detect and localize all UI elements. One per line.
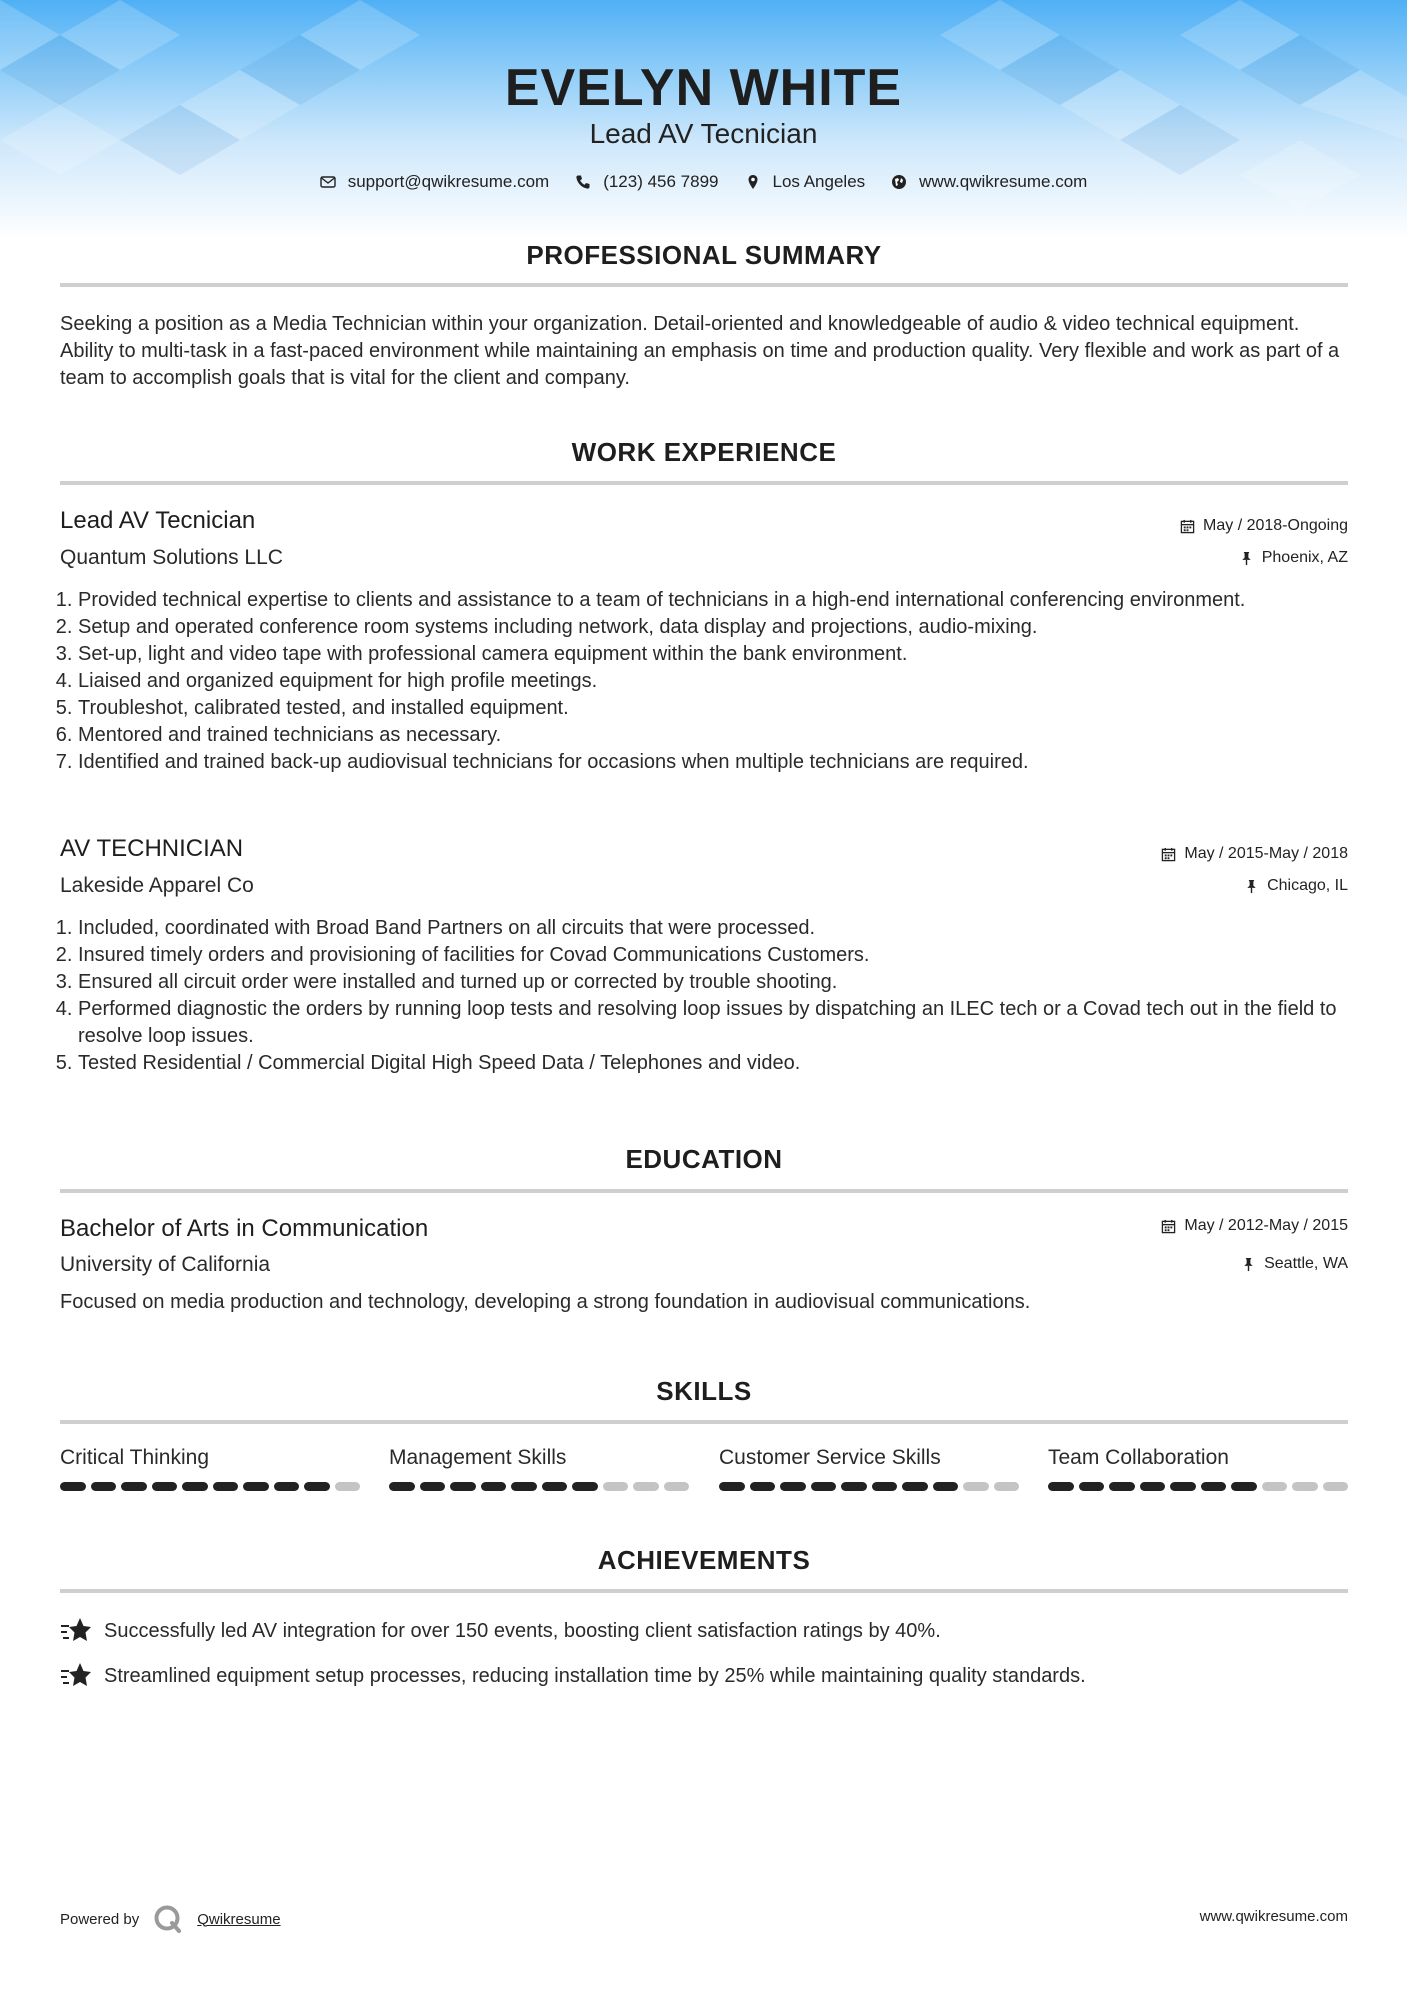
star-icon: [60, 1661, 92, 1691]
skill-segment-filled: [121, 1482, 147, 1491]
list-item: 5. Troubleshot, calibrated tested, and installed equipment.: [78, 695, 1368, 722]
section-title-work: WORK EXPERIENCE: [571, 437, 837, 467]
skill-segment-empty: [1262, 1482, 1288, 1491]
envelope-icon: [320, 174, 336, 190]
education-dates: [1161, 1217, 1348, 1235]
list-item: 3. Ensured all circuit order were installed and turned up or corrected by trouble shooting.: [78, 969, 1368, 996]
skill-segment-filled: [511, 1482, 537, 1491]
job-bullets: [60, 915, 1368, 1077]
skill-segment-empty: [1323, 1482, 1349, 1491]
powered-by-label: Powered by: [60, 1910, 140, 1928]
calendar-icon: [1161, 847, 1176, 862]
skill-segment-filled: [933, 1482, 959, 1491]
skill-segment-filled: [1140, 1482, 1166, 1491]
pushpin-icon: [1239, 551, 1254, 566]
pushpin-icon: [1244, 879, 1259, 894]
section-title-summary: PROFESSIONAL SUMMARY: [526, 240, 882, 270]
phone-text: (123) 456 7899: [603, 172, 719, 191]
skill-segment-filled: [719, 1482, 745, 1491]
skill-segment-filled: [780, 1482, 806, 1491]
achievement-item: [60, 1616, 1350, 1646]
section-divider: [60, 1189, 1348, 1193]
skill-name: Team Collaboration: [1048, 1446, 1229, 1469]
qwikresume-logo-icon: [153, 1904, 183, 1934]
education-dates-text: May / 2012-May / 2015: [1184, 1217, 1348, 1234]
job-location: [1244, 877, 1348, 895]
skill-segment-filled: [274, 1482, 300, 1491]
company-name: Quantum Solutions LLC: [60, 546, 283, 569]
globe-icon: [891, 174, 907, 190]
skill-segment-filled: [750, 1482, 776, 1491]
skill-segment-filled: [1170, 1482, 1196, 1491]
job-dates: [1161, 845, 1348, 863]
skill-segment-filled: [213, 1482, 239, 1491]
brand-link[interactable]: Qwikresume: [197, 1910, 281, 1928]
skill-segment-filled: [60, 1482, 86, 1491]
section-divider: [60, 283, 1348, 287]
skill-segment-empty: [633, 1482, 659, 1491]
list-item: 3. Set-up, light and video tape with professional camera equipment within the bank environment.: [78, 641, 1368, 668]
list-item: 1. Provided technical expertise to clients and assistance to a team of technicians in a high-end international conferencing environment.: [78, 587, 1368, 614]
list-item: 4. Liaised and organized equipment for high profile meetings.: [78, 668, 1368, 695]
section-title-achievements: ACHIEVEMENTS: [597, 1545, 811, 1575]
skill-segment-filled: [420, 1482, 446, 1491]
skill-segment-filled: [542, 1482, 568, 1491]
skill-segment-empty: [963, 1482, 989, 1491]
job-dates-text: May / 2015-May / 2018: [1184, 845, 1348, 862]
header-banner: [0, 0, 1407, 240]
job-bullets: [60, 587, 1368, 776]
job-dates: [1180, 517, 1348, 535]
skill-segment-filled: [389, 1482, 415, 1491]
skill-segment-empty: [603, 1482, 629, 1491]
skill-segment-filled: [243, 1482, 269, 1491]
list-item: 6. Mentored and trained technicians as necessary.: [78, 722, 1368, 749]
skill-segment-filled: [811, 1482, 837, 1491]
list-item: 4. Performed diagnostic the orders by running loop tests and resolving loop issues by dispatching an ILEC tech or a Covad tech out in the field to resolve loop issues.: [78, 996, 1368, 1050]
skill-segment-empty: [994, 1482, 1020, 1491]
list-item: 1. Included, coordinated with Broad Band Partners on all circuits that were processed.: [78, 915, 1368, 942]
education-location-text: Seattle, WA: [1264, 1255, 1348, 1272]
skill-segment-filled: [1201, 1482, 1227, 1491]
skill-segment-filled: [481, 1482, 507, 1491]
email-text: support@qwikresume.com: [347, 172, 550, 191]
skill-segment-empty: [1292, 1482, 1318, 1491]
job-title: Lead AV Tecnician: [60, 507, 256, 534]
skill-item: [719, 1446, 1019, 1491]
achievement-item: [60, 1661, 1350, 1691]
job-location-text: Phoenix, AZ: [1261, 549, 1348, 566]
skill-segment-filled: [872, 1482, 898, 1491]
summary-text: Seeking a position as a Media Technician within your organization. Detail-oriented and knowledgeable of audio & video technical equipment. Ability to multi-task in a fast-paced environment while maintaining an emphasis on time and production quality. Very flexible and work as part of a team to accomplish goals that is vital for the client and company.: [60, 313, 1340, 389]
skill-segment-filled: [152, 1482, 178, 1491]
skill-segment-filled: [1109, 1482, 1135, 1491]
skill-segment-filled: [304, 1482, 330, 1491]
star-icon: [60, 1616, 92, 1646]
list-item: 2. Setup and operated conference room systems including network, data display and projections, audio-mixing.: [78, 614, 1368, 641]
website-text: www.qwikresume.com: [919, 172, 1088, 191]
contact-location: [745, 172, 866, 192]
skill-segment-filled: [1048, 1482, 1074, 1491]
candidate-name: EVELYN WHITE: [504, 59, 903, 117]
education-description: Focused on media production and technology, developing a strong foundation in audiovisual communications.: [60, 1291, 1031, 1313]
section-divider: [60, 1589, 1348, 1593]
list-item: 2. Insured timely orders and provisioning of facilities for Covad Communications Customers.: [78, 942, 1368, 969]
contact-bar: [0, 172, 1407, 192]
education-location: [1241, 1255, 1348, 1273]
contact-phone[interactable]: [575, 172, 718, 192]
job-location-text: Chicago, IL: [1267, 877, 1348, 894]
map-marker-icon: [745, 174, 761, 190]
calendar-icon: [1180, 519, 1195, 534]
section-divider: [60, 1420, 1348, 1424]
section-title-education: EDUCATION: [625, 1144, 783, 1174]
calendar-icon: [1161, 1219, 1176, 1234]
job-location: [1239, 549, 1348, 567]
candidate-title: Lead AV Tecnician: [589, 118, 818, 149]
skill-level-bar: [389, 1482, 689, 1491]
list-item: 5. Tested Residential / Commercial Digital High Speed Data / Telephones and video.: [78, 1050, 1368, 1077]
degree-title: Bachelor of Arts in Communication: [60, 1215, 429, 1242]
skill-item: [389, 1446, 689, 1491]
job-title: AV TECHNICIAN: [60, 835, 244, 862]
skill-level-bar: [60, 1482, 360, 1491]
contact-email[interactable]: [320, 172, 550, 192]
job-dates-text: May / 2018-Ongoing: [1203, 517, 1348, 534]
skill-item: [60, 1446, 360, 1491]
skill-segment-filled: [1231, 1482, 1257, 1491]
company-name: Lakeside Apparel Co: [60, 874, 254, 897]
skill-segment-filled: [182, 1482, 208, 1491]
school-name: University of California: [60, 1253, 271, 1276]
footer-website[interactable]: www.qwikresume.com: [1199, 1908, 1348, 1925]
list-item: 7. Identified and trained back-up audiovisual technicians for occasions when multiple technicians are required.: [78, 749, 1368, 776]
phone-icon: [575, 174, 591, 190]
skill-segment-filled: [91, 1482, 117, 1491]
achievement-text: Successfully led AV integration for over 150 events, boosting client satisfaction ratings by 40%.: [104, 1619, 941, 1642]
contact-website[interactable]: [891, 172, 1087, 192]
skill-item: [1048, 1446, 1348, 1491]
skill-name: Management Skills: [389, 1446, 567, 1469]
skill-segment-empty: [335, 1482, 361, 1491]
skill-segment-filled: [450, 1482, 476, 1491]
section-divider: [60, 481, 1348, 485]
skill-segment-filled: [1079, 1482, 1105, 1491]
section-title-skills: SKILLS: [656, 1376, 752, 1406]
skill-name: Critical Thinking: [60, 1446, 209, 1469]
skill-segment-empty: [664, 1482, 690, 1491]
location-text: Los Angeles: [772, 172, 866, 191]
skill-name: Customer Service Skills: [719, 1446, 941, 1469]
skill-level-bar: [1048, 1482, 1348, 1491]
achievement-text: Streamlined equipment setup processes, reducing installation time by 25% while maintaining quality standards.: [104, 1664, 1086, 1687]
pushpin-icon: [1241, 1257, 1256, 1272]
skill-segment-filled: [841, 1482, 867, 1491]
footer-powered-by: [60, 1904, 281, 1934]
skill-level-bar: [719, 1482, 1019, 1491]
skill-segment-filled: [902, 1482, 928, 1491]
skill-segment-filled: [572, 1482, 598, 1491]
